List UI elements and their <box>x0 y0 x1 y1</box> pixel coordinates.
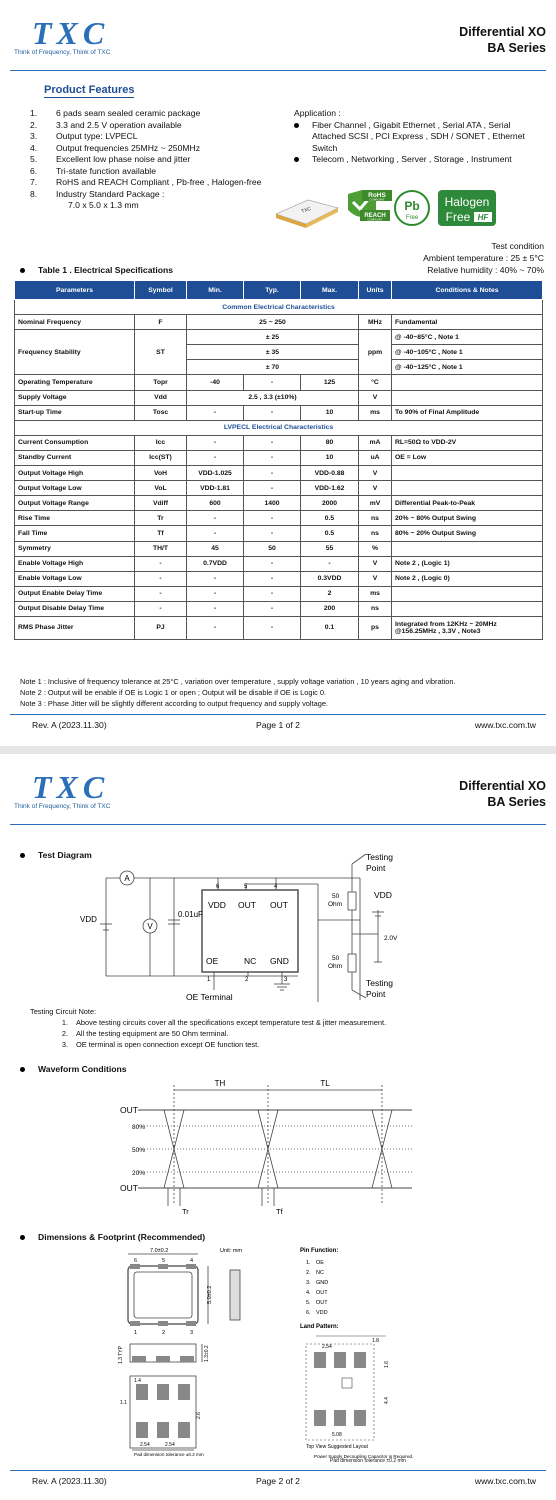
svg-text:Tr: Tr <box>182 1207 189 1216</box>
svg-text:COMPLIANT: COMPLIANT <box>369 198 385 202</box>
svg-text:OUT: OUT <box>120 1105 138 1115</box>
land-pattern-note: Pad dimension tolerance ±0.2 mm <box>330 1458 406 1464</box>
svg-text:2: 2 <box>162 1330 166 1336</box>
svg-text:1: 1 <box>207 977 211 983</box>
application-title: Application : <box>294 108 341 118</box>
logo-text: TXC <box>32 15 110 51</box>
table-row: Symmetry TH/T 45 50 55 % <box>15 541 543 556</box>
svg-text:OUT: OUT <box>316 1290 328 1296</box>
footer-page: Page 1 of 2 <box>256 720 300 730</box>
page-gap <box>0 746 556 754</box>
svg-text:TH: TH <box>214 1079 226 1088</box>
note-3: Note 3 : Phase Jitter will be slightly different according to output frequency and supply voltage. <box>20 699 328 708</box>
table-row: Fall Time Tf - - 0.5 ns 80% ~ 20% Output Swing <box>15 526 543 541</box>
list-item: Fiber Channel , Gigabit Ethernet , Serial ATA , Serial Attached SCSI , PCI Express , SDH / SONET , Ethernet Switch <box>294 120 544 155</box>
vdd-label: VDD <box>80 915 97 924</box>
svg-text:6: 6 <box>134 1258 138 1264</box>
svg-text:Testing: Testing <box>366 978 393 988</box>
table-row: Enable Voltage High - 0.7VDD - - V Note 2 , (Logic 1) <box>15 556 543 571</box>
svg-text:VDD: VDD <box>316 1310 328 1316</box>
table-header: Parameters Symbol Min. Typ. Max. Units Conditions & Notes <box>15 281 543 300</box>
svg-text:2.6: 2.6 <box>196 1412 202 1419</box>
svg-text:1.3 TYP: 1.3 TYP <box>118 1346 124 1364</box>
svg-text:OUT: OUT <box>316 1300 328 1306</box>
table-row: ± 35 @ -40~105°C , Note 1 <box>15 345 543 360</box>
table-row: Enable Voltage Low - - - 0.3VDD V Note 2 , (Logic 0) <box>15 571 543 586</box>
svg-text:Top View Suggested Layout: Top View Suggested Layout <box>306 1444 368 1450</box>
test-diagram-title: Test Diagram <box>20 850 92 860</box>
svg-text:Pb: Pb <box>404 199 420 213</box>
svg-text:Power Supply Decoupling Capaci: Power Supply Decoupling Capacitor is Required. <box>314 1454 414 1459</box>
svg-text:TL: TL <box>320 1079 330 1088</box>
table-row: Output Enable Delay Time - - - 2 ms <box>15 586 543 601</box>
svg-text:Tf: Tf <box>276 1207 283 1216</box>
test-condition: Test condition Ambient temperature : 25 ± 5°C Relative humidity : 40% ~ 70% <box>423 241 544 275</box>
svg-text:7.0±0.2: 7.0±0.2 <box>150 1248 169 1254</box>
table-row: Output Voltage Range Vdiff 600 1400 2000 mV Differential Peak-to-Peak <box>15 496 543 511</box>
svg-text:A: A <box>124 874 130 883</box>
page-2 <box>0 754 556 1500</box>
footer-page: Page 2 of 2 <box>256 1476 300 1486</box>
testing-circuit-note: Testing Circuit Note: 1. Above testing circuits cover all the specifications except temperature test & jitter measurement. 2. All the testing equipment are 50 Ohm terminal. 3. OE terminal is open connection except OE function test. <box>30 1007 387 1049</box>
svg-text:50%: 50% <box>132 1147 146 1154</box>
list-item: 2. 3.3 and 2.5 V operation available <box>30 119 182 130</box>
product-features-title: Product Features <box>44 84 135 96</box>
list-item: 8. Industry Standard Package : <box>30 188 165 199</box>
svg-text:3.: 3. <box>306 1280 311 1286</box>
list-item: 1. 6 pads seam sealed ceramic package <box>30 108 201 118</box>
chip-label: TXC <box>300 205 313 215</box>
svg-text:Point: Point <box>366 989 386 999</box>
svg-text:5: 5 <box>244 884 248 890</box>
table-section-row: LVPECL Electrical Characteristics <box>15 420 543 435</box>
svg-text:GND: GND <box>316 1280 329 1286</box>
table-row: Output Voltage High VoH VDD-1.025 - VDD-0.88 V <box>15 466 543 481</box>
doc-title-line1: Differential XO <box>459 25 546 39</box>
svg-text:2: 2 <box>245 977 249 983</box>
list-item: 6. Tri-state function available <box>30 165 156 176</box>
list-item: 4. Output frequencies 25MHz ~ 250MHz <box>30 142 201 153</box>
svg-text:3: 3 <box>284 977 288 983</box>
compliance-badges <box>272 188 544 230</box>
svg-text:6.: 6. <box>306 1310 311 1316</box>
svg-text:5.: 5. <box>306 1300 311 1306</box>
svg-text:5.08: 5.08 <box>332 1432 342 1438</box>
note-1: Note 1 : Inclusive of frequency tolerance at 25°C , variation over temperature , supply voltage variation , 10 years aging and vibration. <box>20 677 456 686</box>
svg-text:OE: OE <box>206 956 219 966</box>
svg-text:80%: 80% <box>132 1124 146 1131</box>
waveform-diagram <box>120 1076 420 1224</box>
table-row: Output Disable Delay Time - - - 200 ns <box>15 601 543 616</box>
table-row: ± 70 @ -40~125°C , Note 1 <box>15 360 543 375</box>
footer-rev: Rev. A (2023.11.30) <box>32 720 107 730</box>
svg-text:1.1: 1.1 <box>120 1400 127 1406</box>
table-row: Rise Time Tr - - 0.5 ns 20% ~ 80% Output Swing <box>15 511 543 526</box>
doc-title-line2: BA Series <box>487 795 546 809</box>
svg-text:Unit: mm: Unit: mm <box>220 1248 242 1254</box>
svg-text:4: 4 <box>190 1258 194 1264</box>
svg-text:1.8: 1.8 <box>372 1338 379 1344</box>
header-rule <box>10 70 546 71</box>
list-item: 5. Excellent low phase noise and jitter <box>30 154 191 164</box>
application-list <box>294 108 544 166</box>
electrical-spec-table <box>14 280 543 640</box>
logo-slogan: Think of Frequency, Think of TXC <box>14 49 111 56</box>
table-section-row: Common Electrical Characteristics <box>15 300 543 315</box>
svg-text:1.6: 1.6 <box>384 1361 390 1368</box>
logo-slogan: Think of Frequency, Think of TXC <box>14 803 111 810</box>
svg-text:1.3±0.2: 1.3±0.2 <box>204 1345 210 1362</box>
table-row: Supply Voltage Vdd 2.5 , 3.3 (±10%) V <box>15 390 543 405</box>
svg-text:Free: Free <box>445 210 471 224</box>
table-row: Current Consumption Icc - - 80 mA RL=50Ω to VDD-2V <box>15 435 543 450</box>
svg-text:NC: NC <box>244 956 257 966</box>
rohs-text: RoHS <box>368 192 386 199</box>
svg-text:Pad dimension tolerance ±0.2 m: Pad dimension tolerance ±0.2 mm <box>134 1452 204 1457</box>
footer-url: www.txc.com.tw <box>474 1476 536 1486</box>
reach-text: REACH <box>364 213 386 219</box>
svg-text:2.54: 2.54 <box>165 1442 175 1448</box>
svg-text:4.: 4. <box>306 1290 311 1296</box>
rohs-badge <box>348 190 392 222</box>
svg-text:Point: Point <box>366 863 386 873</box>
footer-rule <box>10 1470 546 1471</box>
feature-list <box>30 108 280 212</box>
test-circuit-diagram <box>70 850 450 1002</box>
package-size: 7.0 x 5.0 x 1.3 mm <box>68 200 139 210</box>
doc-title-line1: Differential XO <box>459 779 546 793</box>
svg-text:Halogen: Halogen <box>444 195 490 209</box>
svg-text:Pin Function:: Pin Function: <box>300 1248 339 1254</box>
svg-text:4.4: 4.4 <box>384 1397 390 1404</box>
list-item: 7. RoHS and REACH Compliant , Pb-free , Halogen-free <box>30 177 262 187</box>
list-item: 3. Output type: LVPECL <box>30 131 138 141</box>
table-row: Start-up Time Tosc - - 10 ms To 90% of Final Amplitude <box>15 405 543 420</box>
table1-title: Table 1 . Electrical Specifications <box>20 265 173 275</box>
svg-text:50: 50 <box>332 955 340 962</box>
svg-text:1.4: 1.4 <box>134 1378 141 1384</box>
txc-logo <box>14 769 124 810</box>
svg-text:COMPLIANT: COMPLIANT <box>367 218 383 222</box>
chip-photo <box>276 200 338 228</box>
table-row: Operating Temperature Topr -40 - 125 °C <box>15 375 543 390</box>
page-1 <box>0 0 556 746</box>
note-2: Note 2 : Output will be enable if OE is Logic 1 or open ; Output will be disable if OE is Logic 0. <box>20 688 327 697</box>
svg-text:2.54: 2.54 <box>322 1344 332 1350</box>
cap-label: 0.01uF <box>178 910 203 919</box>
svg-text:50: 50 <box>332 893 340 900</box>
svg-text:VDD: VDD <box>208 900 226 910</box>
table-row: Output Voltage Low VoL VDD-1.81 - VDD-1.62 V <box>15 481 543 496</box>
table-row: Frequency Stability ST ± 25 ppm @ -40~85°C , Note 1 <box>15 330 543 345</box>
svg-text:OE: OE <box>316 1260 324 1266</box>
doc-title <box>459 24 546 56</box>
svg-text:NC: NC <box>316 1270 324 1276</box>
notes <box>20 676 456 709</box>
svg-text:Ohm: Ohm <box>328 963 343 970</box>
svg-text:1.: 1. <box>306 1260 311 1266</box>
halogen-free-badge <box>438 190 496 226</box>
svg-text:4: 4 <box>274 884 278 890</box>
svg-text:OUT: OUT <box>238 900 256 910</box>
svg-text:5: 5 <box>162 1258 166 1264</box>
svg-text:HF: HF <box>477 213 489 222</box>
txc-logo <box>14 15 124 56</box>
logo-text: TXC <box>32 769 110 805</box>
svg-text:2.54: 2.54 <box>140 1442 150 1448</box>
svg-text:OUT: OUT <box>270 900 288 910</box>
waveform-title: Waveform Conditions <box>20 1064 126 1074</box>
svg-text:5.0±0.2: 5.0±0.2 <box>207 1285 213 1304</box>
svg-text:Testing: Testing <box>366 852 393 862</box>
footer-url: www.txc.com.tw <box>474 720 536 730</box>
table-row: RMS Phase Jitter PJ - - 0.1 ps Integrated from 12KHz ~ 20MHz @156.25MHz , 3.3V , Note3 <box>15 616 543 639</box>
svg-text:OUT: OUT <box>120 1183 138 1193</box>
list-item: 1. Above testing circuits cover all the specifications except temperature test & jitter measurement. <box>61 1018 387 1027</box>
footer-rule <box>10 714 546 715</box>
svg-text:Free: Free <box>405 215 419 221</box>
svg-text:6: 6 <box>216 884 220 890</box>
svg-text:OE Terminal: OE Terminal <box>186 992 233 1002</box>
doc-title-line2: BA Series <box>487 41 546 55</box>
table-row: Standby Current Icc(ST) - - 10 uA OE = Low <box>15 450 543 465</box>
svg-text:20%: 20% <box>132 1170 146 1177</box>
doc-title <box>459 778 546 810</box>
svg-text:V: V <box>147 922 153 931</box>
svg-text:VDD: VDD <box>374 890 392 900</box>
svg-text:3: 3 <box>190 1330 194 1336</box>
list-item: 3. OE terminal is open connection except OE function test. <box>61 1040 260 1049</box>
svg-text:Ohm: Ohm <box>328 901 343 908</box>
list-item: 2. All the testing equipment are 50 Ohm terminal. <box>61 1029 229 1038</box>
footer-rev: Rev. A (2023.11.30) <box>32 1476 107 1486</box>
svg-text:Land Pattern:: Land Pattern: <box>300 1324 339 1330</box>
svg-text:1: 1 <box>134 1330 138 1336</box>
svg-text:2.0V: 2.0V <box>384 935 398 942</box>
list-item: Telecom , Networking , Server , Storage , Instrument <box>294 154 544 166</box>
dimensions-diagram <box>110 1244 530 1464</box>
header-rule <box>10 824 546 825</box>
svg-text:2.: 2. <box>306 1270 311 1276</box>
pb-free-badge <box>395 191 429 225</box>
table-row: Nominal Frequency F 25 ~ 250 MHz Fundamental <box>15 315 543 330</box>
dimensions-title: Dimensions & Footprint (Recommended) <box>20 1232 205 1242</box>
svg-text:GND: GND <box>270 956 289 966</box>
